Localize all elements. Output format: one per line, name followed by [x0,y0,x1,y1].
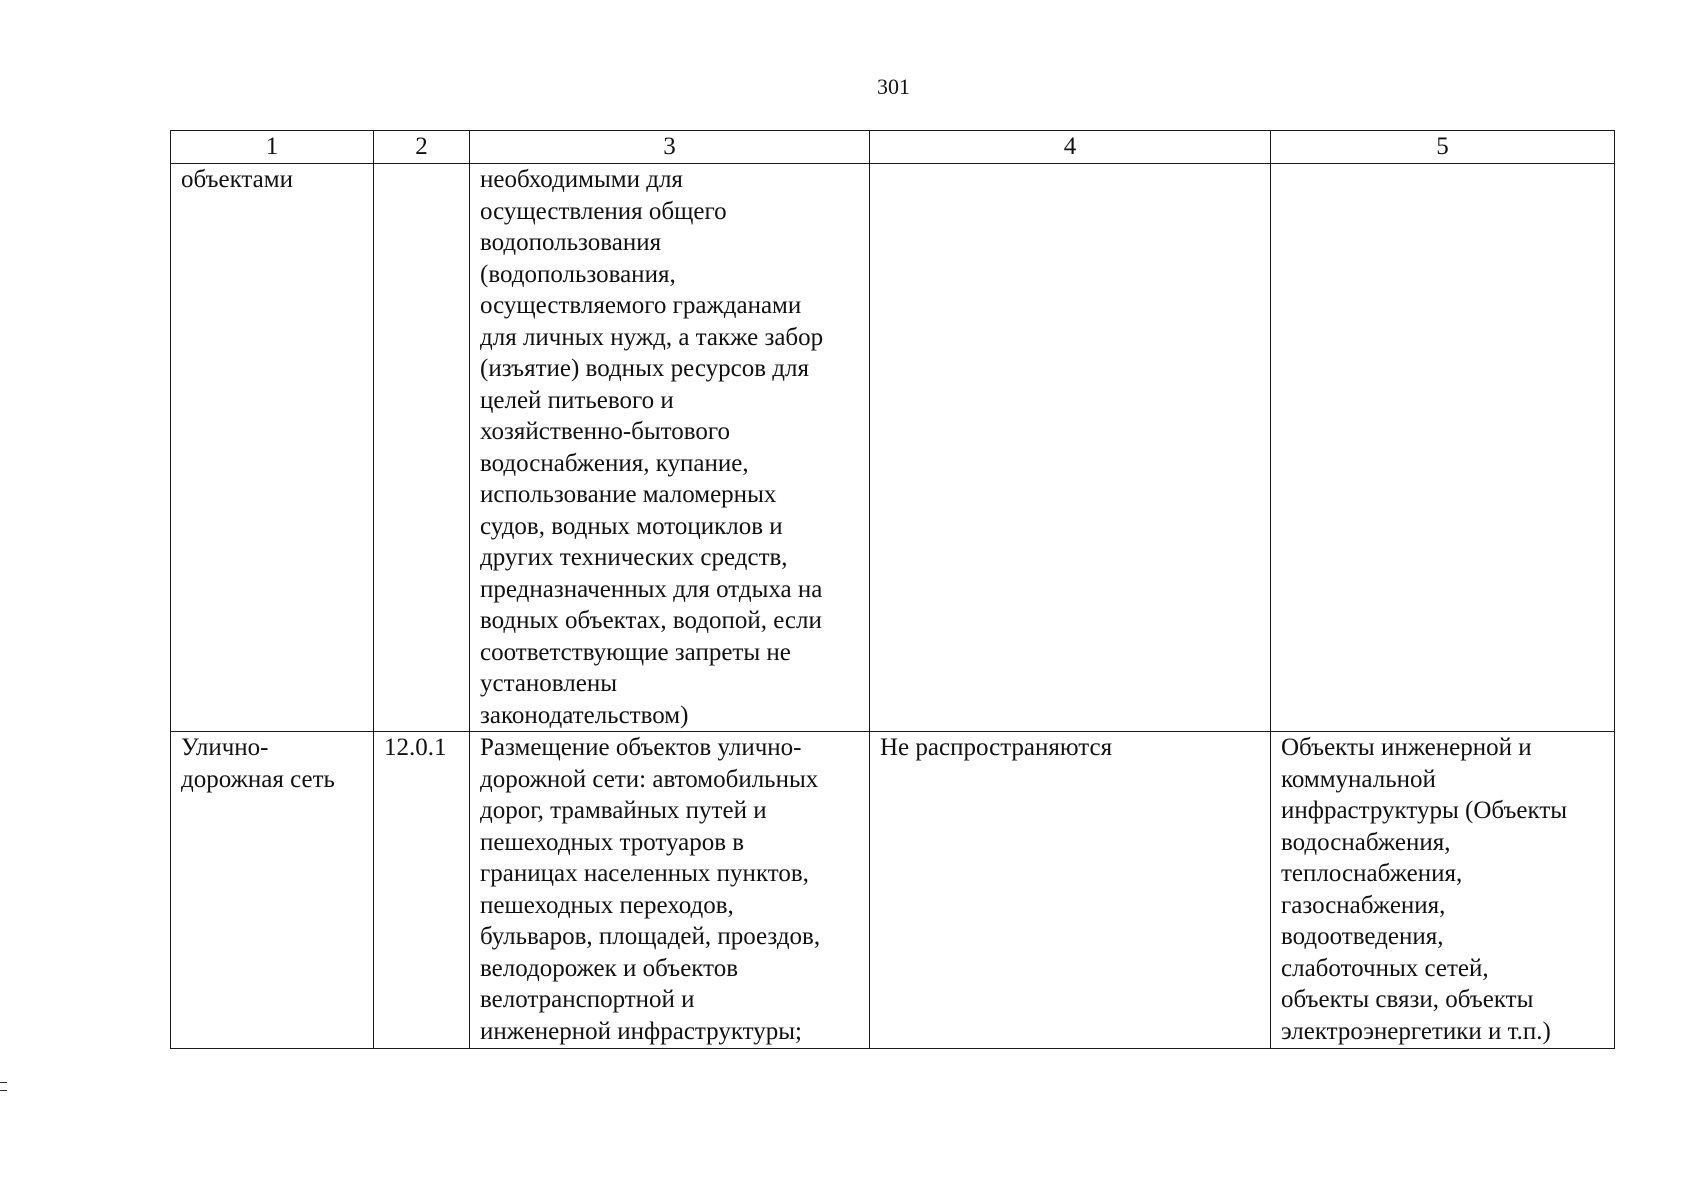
cell-accessory-uses [1271,164,1615,732]
cell-text: Размещение объектов улично- дорожной сети: автомобильных дорог, трамвайных путей и пешеходных тротуаров в границах населенных пунктов, пешеходных переходов, бульваров, площадей, проездов, велодорожек и объектов велотранспортной и инженерной инфраструктуры; [480,734,821,1045]
scan-margin-mark [0,1082,7,1091]
permitted-use-table [170,130,1615,1049]
cell-use-code [374,732,470,1049]
cell-text: Объекты инженерной и коммунальной инфраструктуры (Объекты водоснабжения, теплоснабжения, газоснабжения, водоотведения, слаботочных сетей, объекты связи, объекты электроэнергетики и т.п.) [1281,734,1568,1045]
cell-text: необходимыми для осуществления общего водопользования (водопользования, осуществляемого гражданами для личных нужд, а также забор (изъятие) водных ресурсов для целей питьевого и хозяйственно-бытового водоснабжения, купание, использование маломерных судов, водных мотоциклов и других технических средств, предназначенных для отдыха на водных объектах, водопой, если соответствующие запреты не установлены законодательством) [480,166,824,729]
cell-use-description [470,164,870,732]
column-header-4: 4 [870,131,1271,164]
cell-use-description [470,732,870,1049]
column-header-1: 1 [171,131,374,164]
column-header-5: 5 [1271,131,1615,164]
cell-text: объектами [181,166,293,193]
cell-use-name [171,732,374,1049]
cell-text: Не распространяются [880,734,1113,761]
table-row-continuation [171,164,1615,732]
cell-parameters [870,164,1271,732]
cell-use-code [374,164,470,732]
page-number: 301 [877,74,910,99]
cell-use-name [171,164,374,732]
column-header-2: 2 [374,131,470,164]
column-header-3: 3 [470,131,870,164]
cell-text: Улично- дорожная сеть [181,734,335,793]
cell-parameters [870,732,1271,1049]
cell-text: 12.0.1 [384,734,447,761]
table-row-road-network [171,732,1615,1049]
column-number-header-row [171,131,1615,164]
cell-accessory-uses [1271,732,1615,1049]
